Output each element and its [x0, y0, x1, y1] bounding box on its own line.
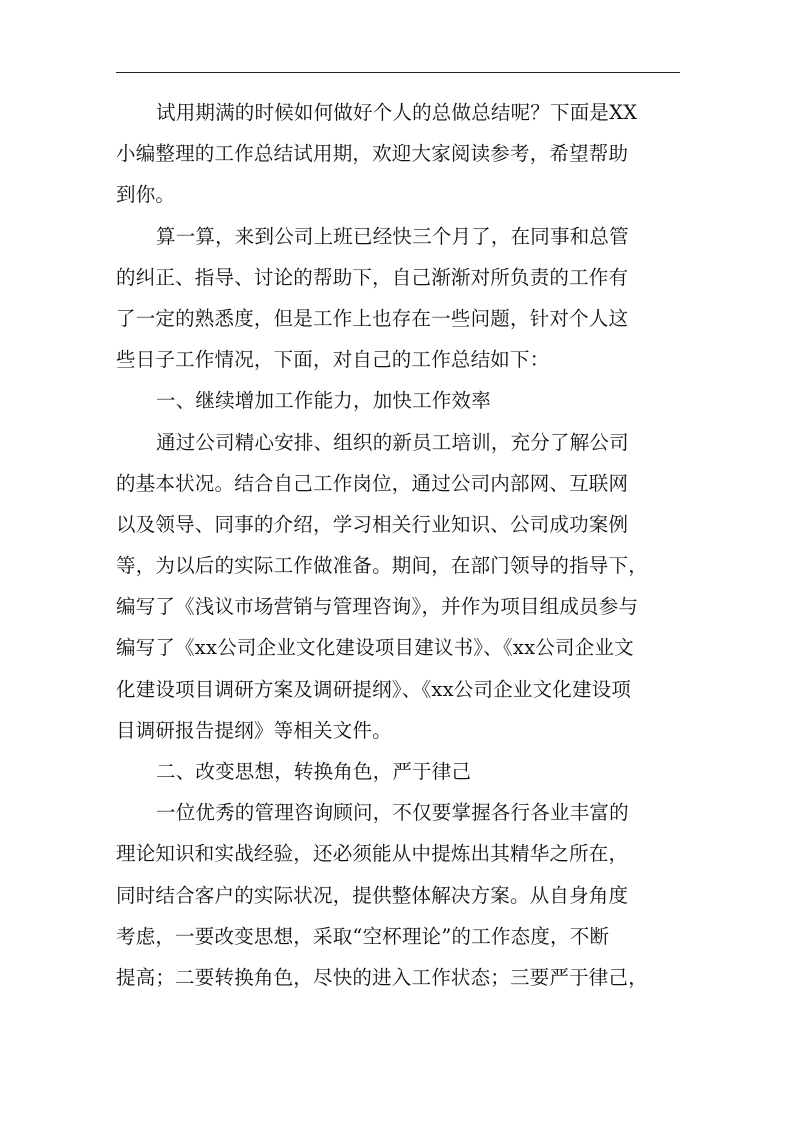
section-body-paragraph — [116, 792, 676, 998]
text-line: 编写了《xx公司企业文化建设项目建议书》、《xx公司企业文 — [116, 636, 634, 660]
text-line: 以及领导、同事的介绍，学习相关行业知识、公司成功案例 — [116, 512, 629, 536]
text-line: 的基本状况。结合自己工作岗位，通过公司内部网、互联网 — [116, 471, 629, 495]
section-heading — [116, 751, 676, 792]
text-line: 一位优秀的管理咨询顾问，不仅要掌握各行各业丰富的 — [156, 801, 629, 825]
text-line: 提高；二要转换角色，尽快的进入工作状态；三要严于律己， — [116, 965, 648, 989]
text-line: 理论知识和实战经验，还必须能从中提炼出其精华之所在， — [116, 842, 629, 866]
heading-line: 二、改变思想，转换角色，严于律己 — [156, 760, 472, 783]
section-heading — [116, 380, 676, 421]
text-line: 同时结合客户的实际状况，提供整体解决方案。从自身角度 — [116, 883, 629, 907]
text-line: 通过公司精心安排、组织的新员工培训，充分了解公司 — [156, 430, 629, 454]
heading-line: 一、继续增加工作能力，加快工作效率 — [156, 389, 491, 413]
text-line: 目调研报告提纲》等相关文件。 — [116, 718, 392, 742]
text-line: 算一算，来到公司上班已经快三个月了，在同事和总管 — [156, 224, 629, 248]
text-line: 小编整理的工作总结试用期，欢迎大家阅读参考，希望帮助 — [116, 142, 629, 166]
text-line: 试用期满的时候如何做好个人的总做总结呢？下面是XX — [156, 101, 638, 124]
text-line: 的纠正、指导、讨论的帮助下，自己渐渐对所负责的工作有 — [116, 265, 629, 289]
text-line: 等，为以后的实际工作做准备。期间，在部门领导的指导下， — [116, 554, 648, 578]
text-line: 编写了《浅议市场营销与管理咨询》，并作为项目组成员参与 — [116, 595, 639, 619]
header-rule — [116, 72, 680, 73]
text-line: 考虑，一要改变思想，采取“空杯理论”的工作态度，不断 — [116, 924, 610, 948]
intro-paragraph — [116, 92, 676, 216]
overview-paragraph — [116, 216, 676, 381]
section-body-paragraph — [116, 422, 676, 752]
text-line: 了一定的熟悉度，但是工作上也存在一些问题，针对个人这 — [116, 306, 629, 330]
text-line: 到你。 — [116, 183, 176, 207]
text-line: 些日子工作情况，下面，对自己的工作总结如下： — [116, 348, 550, 372]
text-line: 化建设项目调研方案及调研提纲》、《xx公司企业文化建设项 — [116, 677, 632, 701]
document-body — [116, 92, 676, 998]
